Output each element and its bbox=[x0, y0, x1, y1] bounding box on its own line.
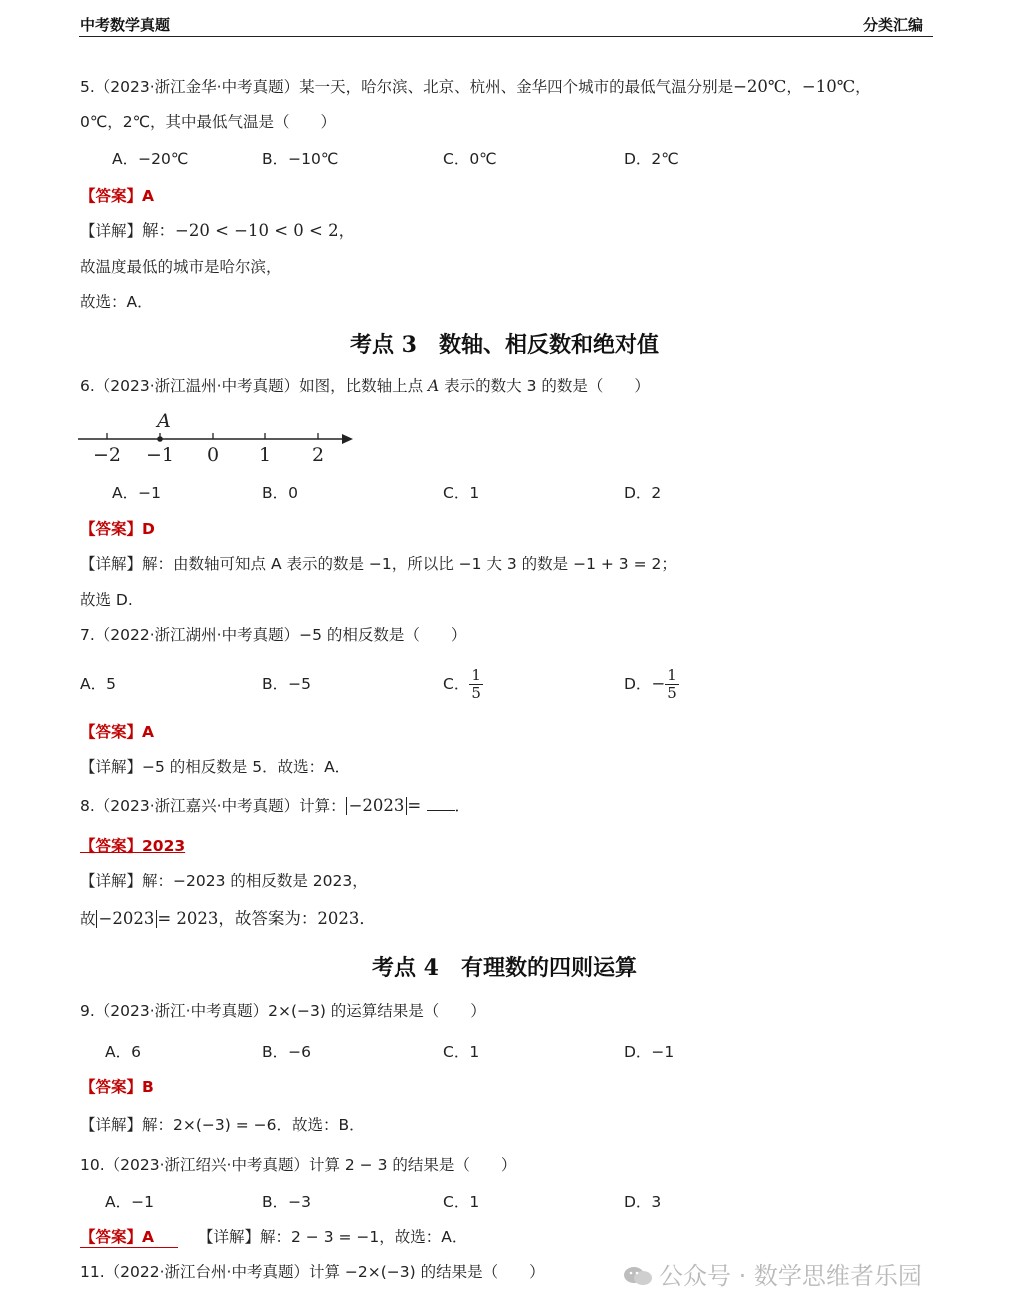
q9-stem: 9.（2023·浙江·中考真题）2×(−3) 的运算结果是（ ） bbox=[80, 1002, 486, 1020]
q7-option-c[interactable]: C． $\frac{1}{5}$ bbox=[443, 666, 481, 702]
q7-answer: 【答案】A bbox=[80, 723, 154, 741]
fraction-neg-one-fifth: $\frac{1}{5}$ bbox=[667, 666, 677, 702]
q6-option-d[interactable]: D．2 bbox=[624, 484, 662, 502]
tick-label-0: 0 bbox=[206, 444, 220, 466]
q7-option-b[interactable]: B．−5 bbox=[262, 675, 311, 693]
q6-detail-1: 【详解】解：由数轴可知点 A 表示的数是 −1，所以比 −1 大 3 的数是 −1 + 3 = 2； bbox=[80, 555, 677, 573]
q10-option-d[interactable]: D．3 bbox=[624, 1193, 662, 1211]
header-divider bbox=[79, 36, 933, 37]
q7-option-d[interactable]: D．− $\frac{1}{5}$ bbox=[624, 666, 677, 702]
q9-option-a[interactable]: A．6 bbox=[105, 1043, 141, 1061]
tick-label-neg2: −2 bbox=[92, 444, 122, 466]
q10-answer: 【答案】A bbox=[80, 1227, 178, 1248]
q5-detail-2: 故温度最低的城市是哈尔滨， bbox=[80, 258, 282, 276]
q5-option-c[interactable]: C．0℃ bbox=[443, 150, 497, 168]
q6-option-c[interactable]: C．1 bbox=[443, 484, 480, 502]
q10-option-a[interactable]: A．−1 bbox=[105, 1193, 154, 1211]
wechat-watermark: 公众号 · 数学思维者乐园 bbox=[623, 1256, 922, 1291]
q6-answer: 【答案】D bbox=[80, 520, 155, 538]
q10-stem: 10.（2023·浙江绍兴·中考真题）计算 2 − 3 的结果是（ ） bbox=[80, 1156, 517, 1174]
q5-option-b[interactable]: B．−10℃ bbox=[262, 150, 339, 168]
number-line-arrow bbox=[342, 434, 353, 444]
q10-option-b[interactable]: B．−3 bbox=[262, 1193, 311, 1211]
header-left: 中考数学真题 bbox=[80, 16, 171, 34]
header-right: 分类汇编 bbox=[862, 16, 923, 34]
q6-option-b[interactable]: B．0 bbox=[262, 484, 298, 502]
q10-option-c[interactable]: C．1 bbox=[443, 1193, 480, 1211]
q11-stem: 11.（2022·浙江台州·中考真题）计算 −2×(−3) 的结果是（ ） bbox=[80, 1263, 545, 1281]
q7-stem: 7.（2022·浙江湖州·中考真题）−5 的相反数是（ ） bbox=[80, 626, 467, 644]
point-a-dot bbox=[157, 436, 163, 442]
q6-detail-2: 故选 D. bbox=[80, 591, 133, 609]
q5-option-a[interactable]: A．−20℃ bbox=[112, 150, 189, 168]
q7-detail-1: 【详解】−5 的相反数是 5．故选：A． bbox=[80, 758, 351, 776]
wechat-icon bbox=[623, 1265, 653, 1287]
q8-detail-2: 故 −2023 = 2023，故答案为：2023． bbox=[80, 909, 376, 928]
section-title-4: 考点 4 有理数的四则运算 bbox=[372, 955, 637, 981]
q9-option-c[interactable]: C．1 bbox=[443, 1043, 480, 1061]
fraction-one-fifth: $\frac{1}{5}$ bbox=[471, 666, 481, 702]
q5-stem-line1: 5.（2023·浙江金华·中考真题）某一天，哈尔滨、北京、杭州、金华四个城市的最低气温分别是−20℃，−10℃， bbox=[80, 77, 871, 96]
q6-stem: 6.（2023·浙江温州·中考真题）如图，比数轴上点 A 表示的数大 3 的数是（ ） bbox=[80, 377, 650, 395]
q5-answer: 【答案】A bbox=[80, 187, 154, 205]
q9-option-b[interactable]: B．−6 bbox=[262, 1043, 311, 1061]
q9-answer: 【答案】B bbox=[80, 1078, 154, 1096]
q5-option-d[interactable]: D．2℃ bbox=[624, 150, 679, 168]
section-title-3: 考点 3 数轴、相反数和绝对值 bbox=[350, 332, 659, 358]
tick-label-2: 2 bbox=[311, 444, 325, 466]
q5-stem-line2: 0℃，2℃，其中最低气温是（ ） bbox=[80, 113, 337, 131]
q8-detail-1: 【详解】解：−2023 的相反数是 2023， bbox=[80, 872, 368, 890]
q9-option-d[interactable]: D．−1 bbox=[624, 1043, 675, 1061]
number-line-figure bbox=[78, 410, 368, 470]
point-a-label: A bbox=[157, 410, 171, 432]
q5-detail-3: 故选：A． bbox=[80, 293, 153, 311]
q8-answer: 【答案】2023 bbox=[80, 837, 186, 855]
tick-label-neg1: −1 bbox=[145, 444, 175, 466]
q10-answer-row: 【答案】A 【详解】解：2 − 3 = −1，故选：A． bbox=[80, 1228, 468, 1246]
tick-label-1: 1 bbox=[258, 444, 272, 466]
q6-option-a[interactable]: A．−1 bbox=[112, 484, 161, 502]
answer-blank[interactable] bbox=[427, 796, 455, 811]
q8-stem: 8.（2023·浙江嘉兴·中考真题）计算： −2023 = ． bbox=[80, 796, 471, 815]
q7-option-a[interactable]: A．5 bbox=[80, 675, 116, 693]
q9-detail-1: 【详解】解：2×(−3) = −6．故选：B． bbox=[80, 1116, 365, 1134]
q5-detail-1: 【详解】解：−20 < −10 < 0 < 2， bbox=[80, 221, 356, 240]
